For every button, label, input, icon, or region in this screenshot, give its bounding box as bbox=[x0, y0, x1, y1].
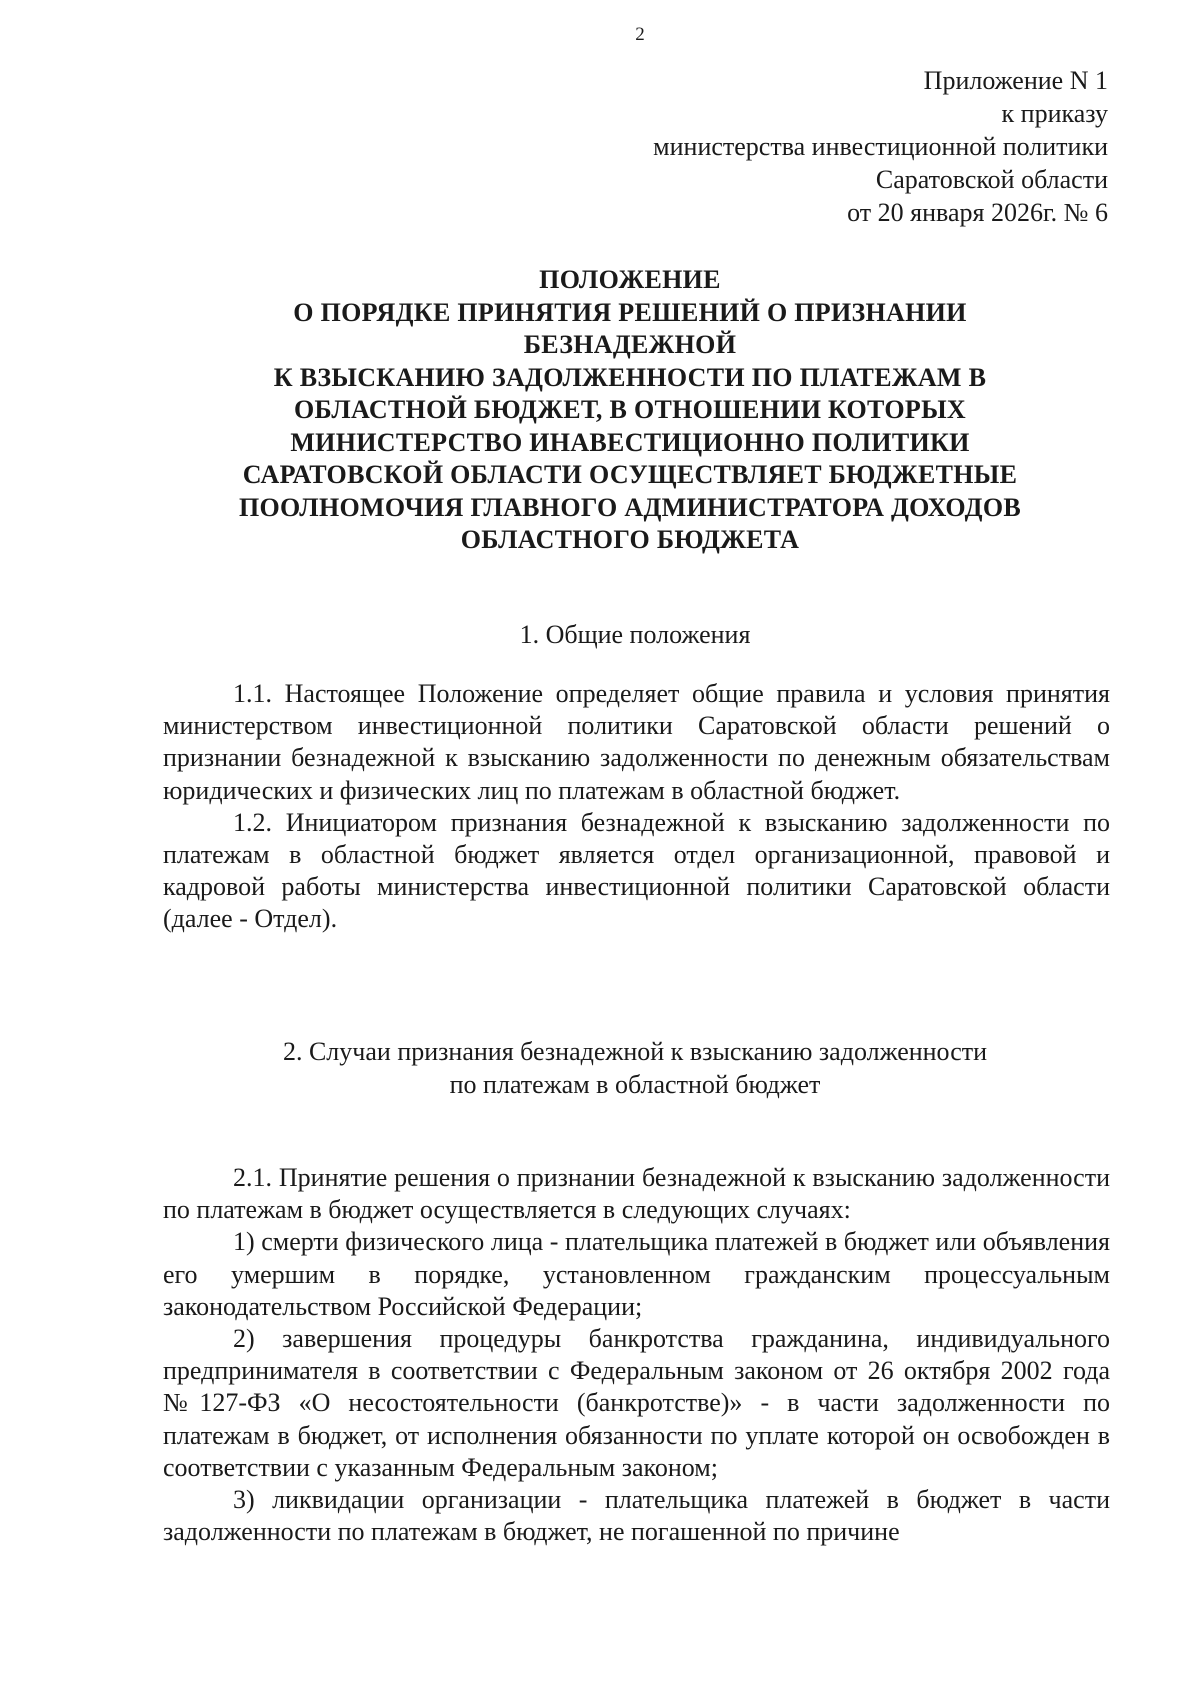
paragraph: 1) смерти физического лица - плательщика платежей в бюджет или объявления его умершим в порядке, установленном гражданским процессуальным законодательством Российской Федерации; bbox=[163, 1227, 1110, 1321]
paragraph: 2) завершения процедуры банкротства гражданина, индивидуального предпринимателя в соответствии с Федеральным законом от 26 октября 2002 года №127-ФЗ «О несостоятельности (банкротстве)» - в части задолженности по платежам в бюджет, от исполнения обязанности по уплате которой он освобожден в соответствии с указанным Федеральным законом; bbox=[163, 1324, 1110, 1482]
title-line: ПООЛНОМОЧИЯ ГЛАВНОГО АДМИНИСТРАТОРА ДОХОДОВ bbox=[239, 492, 1021, 522]
section-heading-line: 2. Случаи признания безнадежной к взысканию задолженности bbox=[282, 1037, 988, 1066]
title-line: О ПОРЯДКЕ ПРИНЯТИЯ РЕШЕНИЙ О ПРИЗНАНИИ bbox=[293, 297, 967, 327]
approval-block bbox=[653, 64, 1108, 229]
section-heading-line: 1. Общие положения bbox=[519, 620, 751, 649]
title-line: БЕЗНАДЕЖНОЙ bbox=[523, 330, 737, 359]
paragraph: 3) ликвидации организации - плательщика платежей в бюджет в части задолженности по платежам в бюджет, не погашенной по причине bbox=[163, 1485, 1110, 1547]
approval-line: министерства инвестиционной политики bbox=[653, 132, 1108, 161]
approval-line: Приложение N 1 bbox=[923, 66, 1108, 95]
title-line: ОБЛАСТНОЙ БЮДЖЕТ, В ОТНОШЕНИИ КОТОРЫХ bbox=[294, 395, 966, 424]
paragraph: 1.1. Настоящее Положение определяет общие правила и условия принятия министерством инвестиционной политики Саратовской области решений о признании безнадежной к взысканию задолженности по денежным обязательствам юридических и физических лиц по платежам в областной бюджет. bbox=[163, 679, 1110, 805]
approval-line: Саратовской области bbox=[875, 165, 1108, 194]
section-2-heading bbox=[160, 1035, 1110, 1101]
section-1-heading bbox=[160, 618, 1110, 651]
title-line: ПОЛОЖЕНИЕ bbox=[539, 265, 721, 294]
title-line: ОБЛАСТНОГО БЮДЖЕТА bbox=[460, 525, 800, 554]
section-2-body bbox=[163, 1162, 1110, 1548]
document-title bbox=[150, 264, 1110, 557]
paragraph: 1.2. Инициатором признания безнадежной к взысканию задолженности по платежам в областной бюджет является отдел организационной, правовой и кадровой работы министерства инвестиционной политики Саратовской области (далее - Отдел). bbox=[163, 807, 1110, 934]
title-line: К ВЗЫСКАНИЮ ЗАДОЛЖЕННОСТИ ПО ПЛАТЕЖАМ В bbox=[273, 362, 987, 392]
approval-line: от 20 января 2026г. № 6 bbox=[847, 198, 1108, 227]
paragraph: 2.1. Принятие решения о признании безнадежной к взысканию задолженности по платежам в бюджет осуществляется в следующих случаях: bbox=[163, 1163, 1110, 1225]
title-line: САРАТОВСКОЙ ОБЛАСТИ ОСУЩЕСТВЛЯЕТ БЮДЖЕТНЫЕ bbox=[242, 460, 1018, 489]
section-heading-line: по платежам в областной бюджет bbox=[449, 1070, 821, 1099]
approval-line: к приказу bbox=[1001, 99, 1108, 128]
section-1-body bbox=[163, 678, 1110, 936]
title-line: МИНИСТЕРСТВО ИНАВЕСТИЦИОННО ПОЛИТИКИ bbox=[290, 427, 970, 457]
page-number: 2 bbox=[635, 24, 645, 45]
